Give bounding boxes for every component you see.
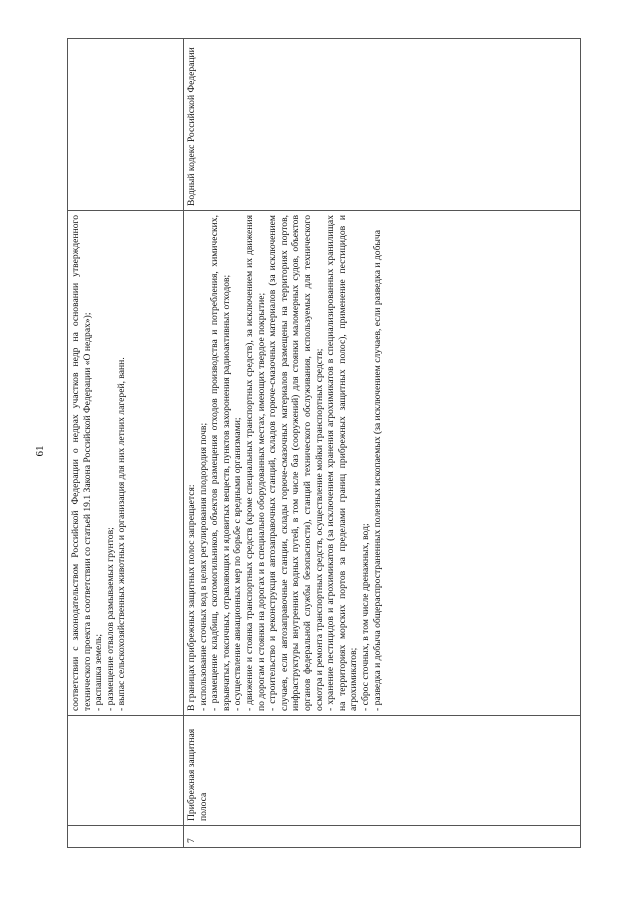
restrictions-table <box>67 38 581 848</box>
cell-zone-name: Прибрежная защитная полоса <box>184 716 581 826</box>
requirement-line: - размещение кладбищ, скотомогильников, объектов размещения отходов производства и потребления, химических, взрывчатых, токсичных, отравляющих и ядовитых веществ, пунктов захоронения радиоактивных отходов; <box>209 215 232 711</box>
requirement-line: - использование сточных вод в целях регулирования плодородия почв; <box>197 422 209 711</box>
cell-number: 7 <box>184 826 581 848</box>
requirement-line: - осуществление авиационных мер по борьбе с вредными организмами; <box>232 417 244 711</box>
cell-source: Водный кодекс Российской Федерации <box>184 39 581 211</box>
cell-source-empty <box>68 39 184 211</box>
requirement-line: - выпас сельскохозяйственных животных и организация для них летних лагерей, ванн. <box>116 357 128 711</box>
rotated-table-wrapper <box>67 38 580 848</box>
requirement-line: - движение и стоянка транспортных средств (кроме специальных транспортных средств), за исключением их движения по дорогам и стоянки на дорогах и в специально оборудованных местах, имеющих твердое покрытие; <box>243 215 267 711</box>
cell-zone-empty <box>68 716 184 826</box>
cell-number-empty <box>68 826 184 848</box>
requirement-line: - разведка и добыча общераспространенных полезных ископаемых (за исключением случаев, если разведка и добыча <box>371 230 383 711</box>
table-row-continued <box>68 39 184 848</box>
requirement-line: - хранение пестицидов и агрохимикатов (за исключением хранения агрохимикатов в специализированных хранилищах на территориях морских портов за пределами границ прибрежных защитных полос), применение пестицидов и агрохимикатов; <box>325 215 360 711</box>
page-number: 61 <box>34 445 46 457</box>
requirement-line: В границах прибрежных защитных полос запрещается: <box>186 484 197 711</box>
table-row-7 <box>184 39 581 848</box>
cell-requirements-continued <box>68 211 184 716</box>
cell-requirements <box>184 211 581 716</box>
requirement-line: - строительство и реконструкция автозаправочных станций, складов горюче-смазочных материалов (за исключением случаев, если автозаправочные станции, склады горюче-смазочных материалов размещены на территориях портов, инфраструктуры внутренних водных путей, в том числе баз (сооружений) для стоянки маломерных судов, объектов органов федеральной службы безопасности), станций технического обслуживания, используемых для технического осмотра и ремонта транспортных средств, осуществление мойки транспортных средств; <box>267 215 325 711</box>
requirement-line: - распашка земель; <box>93 633 105 711</box>
requirement-line: - размещение отвалов размываемых грунтов; <box>104 527 116 711</box>
requirement-line: соответствии с законодательством Российской Федерации о недрах участков недр на основании утвержденного технического проекта в соответствии со статьей 19.1 Закона Российской Федерации «О недрах»); <box>70 215 93 711</box>
requirement-line: - сброс сточных, в том числе дренажных, вод; <box>359 523 371 711</box>
